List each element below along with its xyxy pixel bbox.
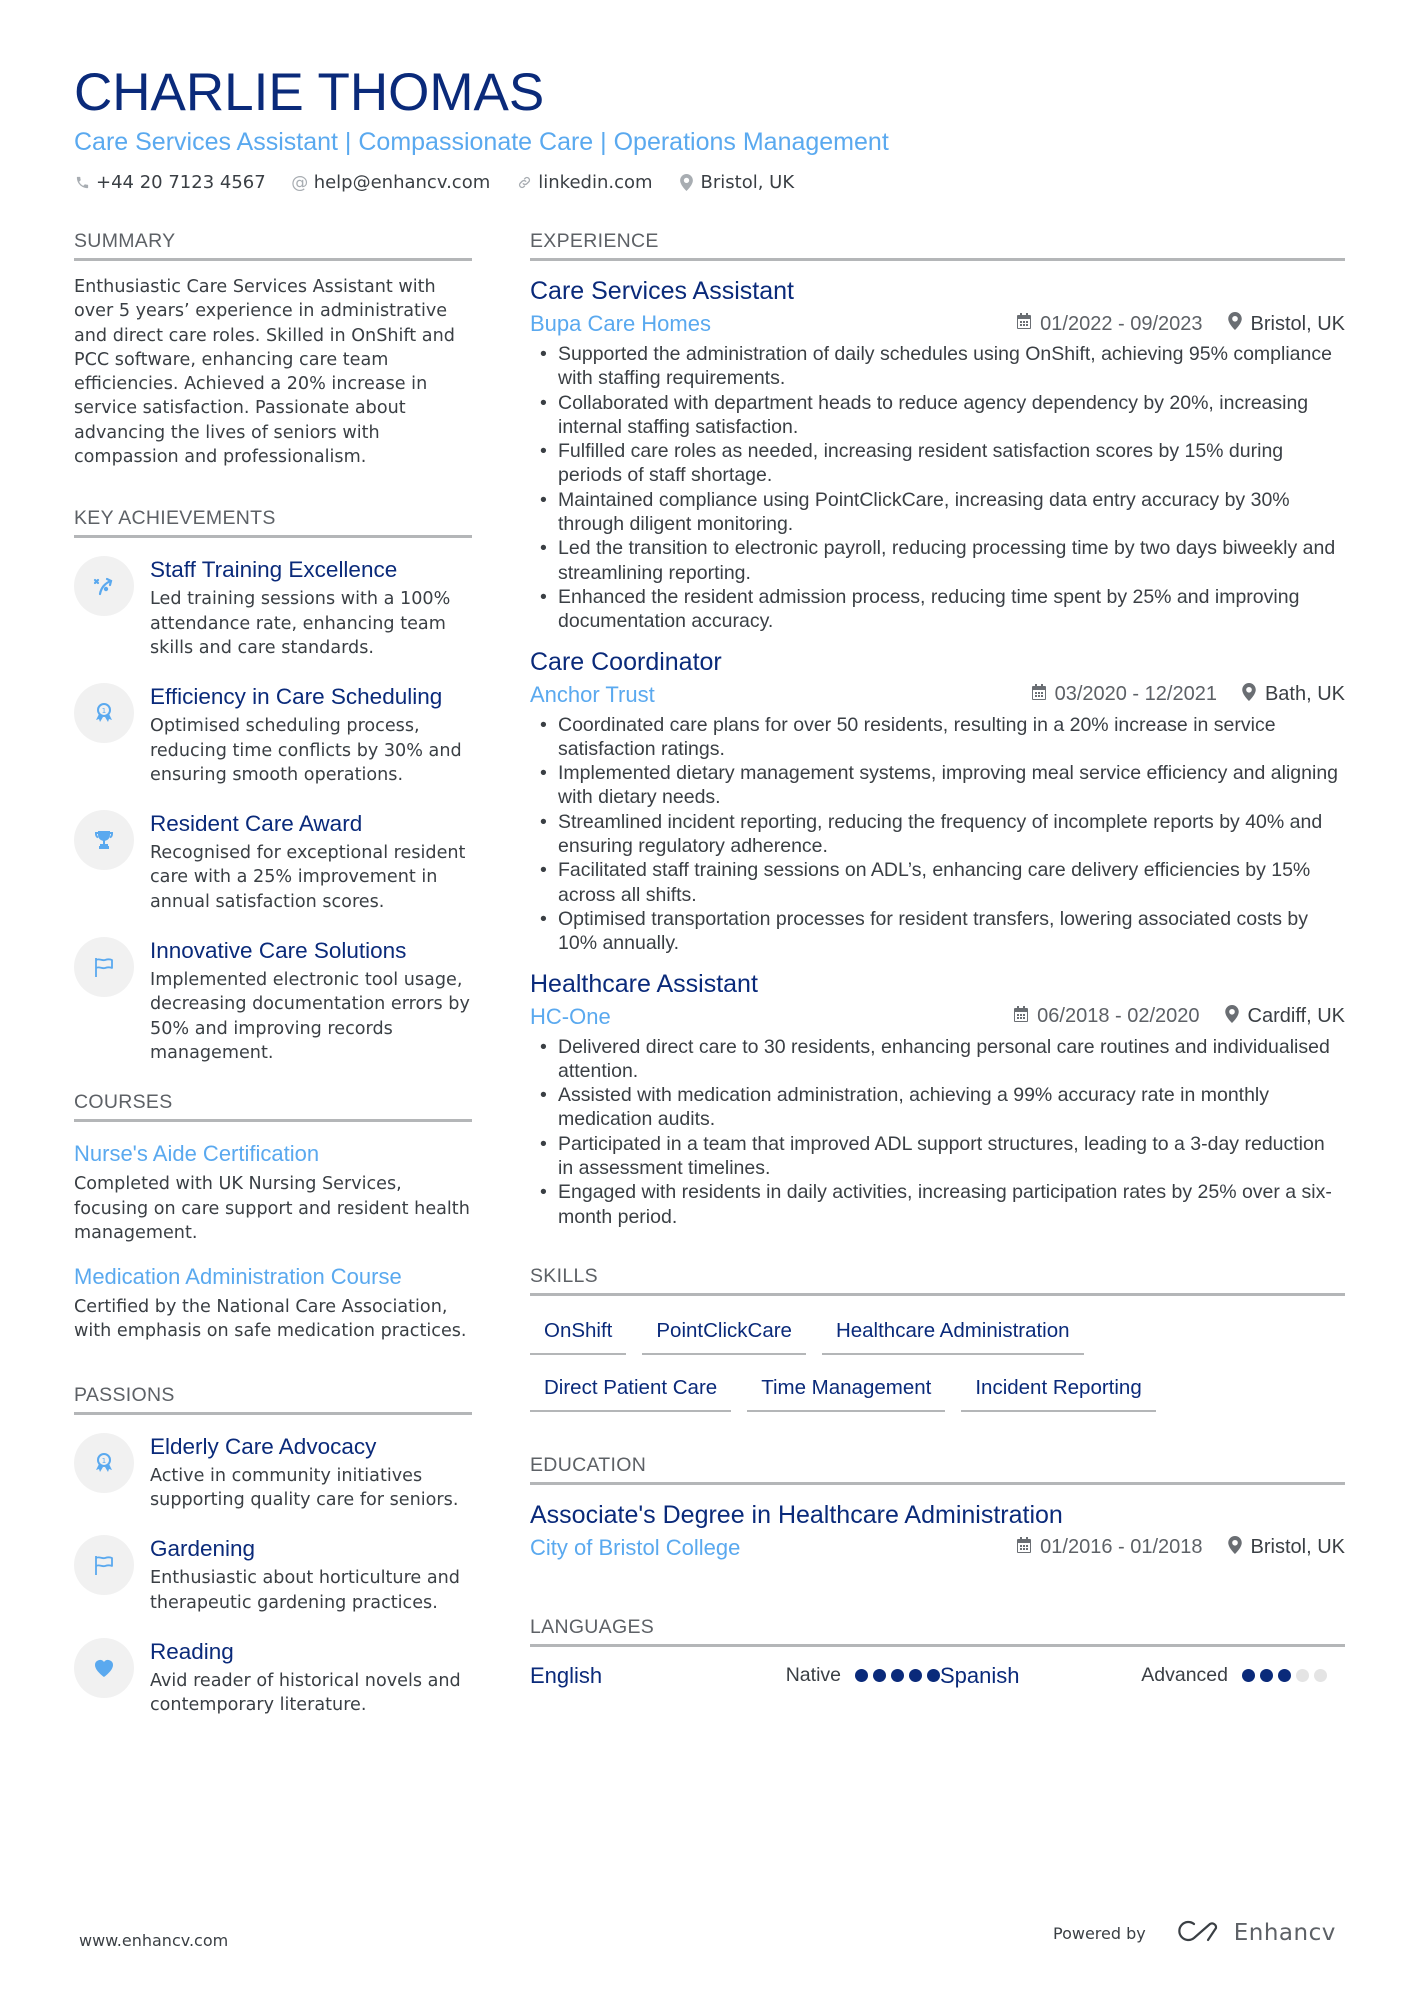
summary-section [74,228,472,469]
job-bullet: • Maintained compliance using PointClickCare, increasing data entry accuracy by 30% through diligent monitoring. [530,488,1345,537]
skill-tag: Time Management [747,1371,945,1412]
medal-icon [74,683,134,743]
flag-icon [74,1535,134,1595]
job-role: Care Coordinator [530,647,722,676]
strategy-arrow-icon [74,556,134,616]
language-item [530,1663,940,1689]
skill-tag: Healthcare Administration [822,1314,1084,1355]
job-bullets [530,342,1345,634]
skill-tag: Incident Reporting [961,1371,1155,1412]
skills-section [530,1263,1345,1412]
job-location: Bath, UK [1264,683,1345,706]
achievement-item [74,810,472,914]
at-icon: @ [291,172,309,193]
skill-tag: OnShift [530,1314,626,1355]
language-level: Advanced [1141,1664,1228,1687]
language-item [940,1663,1327,1689]
passion-item [74,1433,472,1513]
medal-icon [74,1433,134,1493]
education-degree: Associate's Degree in Healthcare Administration [530,1500,1063,1529]
achievement-item [74,556,472,660]
candidate-headline: Care Services Assistant | Compassionate Care | Operations Management [74,128,889,156]
language-name: Spanish [940,1662,1020,1688]
passion-desc: Enthusiastic about horticulture and therapeutic gardening practices. [150,1568,460,1613]
job-bullet: • Collaborated with department heads to reduce agency dependency by 20%, increasing internal staffing satisfaction. [530,391,1345,440]
job-location: Cardiff, UK [1247,1005,1345,1028]
skill-tag: Direct Patient Care [530,1371,731,1412]
section-title-skills: SKILLS [530,1263,1345,1296]
achievement-title: Innovative Care Solutions [150,938,407,964]
contact-linkedin[interactable] [516,172,652,193]
job-bullet: • Led the transition to electronic payroll, reducing processing time by two days biweekly and streamlining reporting. [530,536,1345,585]
proficiency-dots [855,1669,940,1682]
passion-item [74,1535,472,1615]
education-location: Bristol, UK [1250,1536,1345,1559]
section-title-passions: PASSIONS [74,1382,472,1415]
link-icon [516,175,532,190]
language-name: English [530,1662,603,1688]
achievement-item [74,683,472,787]
proficiency-dots [1242,1669,1327,1682]
job-bullets [530,713,1345,956]
enhancv-logo[interactable] [1174,1918,1336,1948]
passions-section [74,1382,472,1718]
education-school: City of Bristol College [530,1534,741,1560]
job-bullet: • Fulfilled care roles as needed, increasing resident satisfaction scores by 15% during periods of staff shortage. [530,439,1345,488]
achievement-desc: Recognised for exceptional resident care with a 25% improvement in annual satisfaction scores. [150,843,466,912]
course-desc: Certified by the National Care Association, with emphasis on safe medication practices. [74,1297,467,1342]
job-company: HC-One [530,1003,611,1029]
course-item [74,1263,472,1344]
skill-tag: PointClickCare [642,1314,806,1355]
contact-location-text: Bristol, UK [700,172,795,193]
job-bullet: • Delivered direct care to 30 residents, enhancing personal care routines and individualised attention. [530,1035,1345,1084]
job-bullet: • Engaged with residents in daily activities, increasing participation rates by 25% over a six-month period. [530,1180,1345,1229]
section-title-languages: LANGUAGES [530,1614,1345,1647]
job-bullet: • Supported the administration of daily schedules using OnShift, achieving 95% compliance with staffing requirements. [530,342,1345,391]
passion-desc: Avid reader of historical novels and contemporary literature. [150,1670,461,1716]
course-desc: Completed with UK Nursing Services, focusing on care support and resident health management. [74,1174,470,1243]
calendar-icon [1013,1005,1029,1029]
resume-header [74,62,1354,193]
trophy-icon [74,810,134,870]
calendar-icon [1016,1536,1032,1560]
enhancv-logo-icon [1174,1918,1222,1948]
job-dates: 03/2020 - 12/2021 [1054,683,1217,706]
powered-by-label: Powered by [1053,1923,1146,1943]
passion-title: Elderly Care Advocacy [150,1433,377,1459]
achievements-section [74,505,472,1065]
section-title-education: EDUCATION [530,1452,1345,1485]
job-bullet: • Assisted with medication administration, achieving a 99% accuracy rate in monthly medication audits. [530,1083,1345,1132]
job-entry [530,646,1345,956]
job-entry [530,275,1345,634]
education-section [530,1452,1345,1562]
contact-email-text: help@enhancv.com [313,172,491,193]
education-dates: 01/2016 - 01/2018 [1040,1536,1203,1559]
languages-section [530,1614,1345,1689]
experience-section [530,228,1345,1229]
job-bullet: • Facilitated staff training sessions on ADL’s, enhancing care delivery efficiencies by 15% across all shifts. [530,858,1345,907]
heart-icon [74,1638,134,1698]
contact-row [74,172,1354,193]
section-title-experience: EXPERIENCE [530,228,1345,261]
job-bullet: • Enhanced the resident admission process, reducing time spent by 25% and improving documentation accuracy. [530,585,1345,634]
job-company: Bupa Care Homes [530,311,711,336]
right-column [530,228,1345,1717]
contact-location [679,172,795,193]
location-pin-icon [1227,1536,1243,1560]
location-pin-icon [1227,312,1243,336]
course-title: Nurse's Aide Certification [74,1141,320,1167]
courses-section [74,1089,472,1343]
svg-text:1: 1 [101,1456,107,1465]
passion-title: Reading [150,1638,234,1664]
job-bullet: • Coordinated care plans for over 50 residents, resulting in a 20% increase in service satisfaction ratings. [530,713,1345,762]
calendar-icon [1016,312,1032,336]
job-entry [530,968,1345,1229]
summary-text: Enthusiastic Care Services Assistant with over 5 years’ experience in administrative and direct care roles. Skilled in OnShift and PCC software, enhancing care team efficiencies. Achieved a 20% increase in service satisfaction. Passionate about advancing the lives of seniors with compassion and professionalism. [74,277,455,468]
location-pin-icon [679,174,695,191]
candidate-name: CHARLIE THOMAS [74,63,545,122]
course-item [74,1140,472,1245]
phone-icon [74,175,90,190]
passion-title: Gardening [150,1536,256,1562]
job-role: Healthcare Assistant [530,969,758,998]
course-title: Medication Administration Course [74,1264,402,1290]
left-column [74,228,472,1746]
job-company: Anchor Trust [530,681,655,707]
svg-text:1: 1 [101,707,107,716]
achievement-title: Staff Training Excellence [150,557,398,583]
job-bullet: • Implemented dietary management systems, improving meal service efficiency and aligning with dietary needs. [530,761,1345,810]
footer-website-link[interactable]: www.enhancv.com [79,1931,229,1950]
section-title-achievements: KEY ACHIEVEMENTS [74,505,472,538]
achievement-desc: Optimised scheduling process, reducing time conflicts by 30% and ensuring smooth operations. [150,716,462,785]
section-title-summary: SUMMARY [74,228,472,261]
footer-branding [1053,1918,1336,1948]
job-bullets [530,1035,1345,1229]
achievement-item [74,937,472,1065]
section-title-courses: COURSES [74,1089,472,1122]
contact-phone[interactable] [74,172,266,193]
calendar-icon [1031,683,1047,707]
language-level: Native [785,1664,841,1687]
achievement-title: Resident Care Award [150,811,363,837]
job-dates: 06/2018 - 02/2020 [1037,1005,1200,1028]
enhancv-brand-text: Enhancv [1233,1920,1336,1946]
job-role: Care Services Assistant [530,277,794,305]
flag-icon [74,937,134,997]
achievement-desc: Implemented electronic tool usage, decreasing documentation errors by 50% and improving records management. [150,970,470,1063]
achievement-title: Efficiency in Care Scheduling [150,684,443,710]
job-bullet: • Optimised transportation processes for resident transfers, lowering associated costs by 10% annually. [530,907,1345,956]
contact-email[interactable] [292,172,491,193]
job-bullet: • Streamlined incident reporting, reducing the frequency of incomplete reports by 40% and ensuring regulatory adherence. [530,810,1345,859]
contact-linkedin-text: linkedin.com [538,172,653,193]
passion-desc: Active in community initiatives supporting quality care for seniors. [150,1465,459,1511]
location-pin-icon [1224,1005,1240,1029]
job-dates: 01/2022 - 09/2023 [1040,312,1203,335]
job-location: Bristol, UK [1250,312,1345,335]
job-bullet: • Participated in a team that improved ADL support structures, leading to a 3-day reduction in assessment timelines. [530,1132,1345,1181]
contact-phone-text: +44 20 7123 4567 [96,172,266,193]
achievement-desc: Led training sessions with a 100% attendance rate, enhancing team skills and care standards. [150,589,451,658]
passion-item [74,1638,472,1718]
location-pin-icon [1241,683,1257,707]
